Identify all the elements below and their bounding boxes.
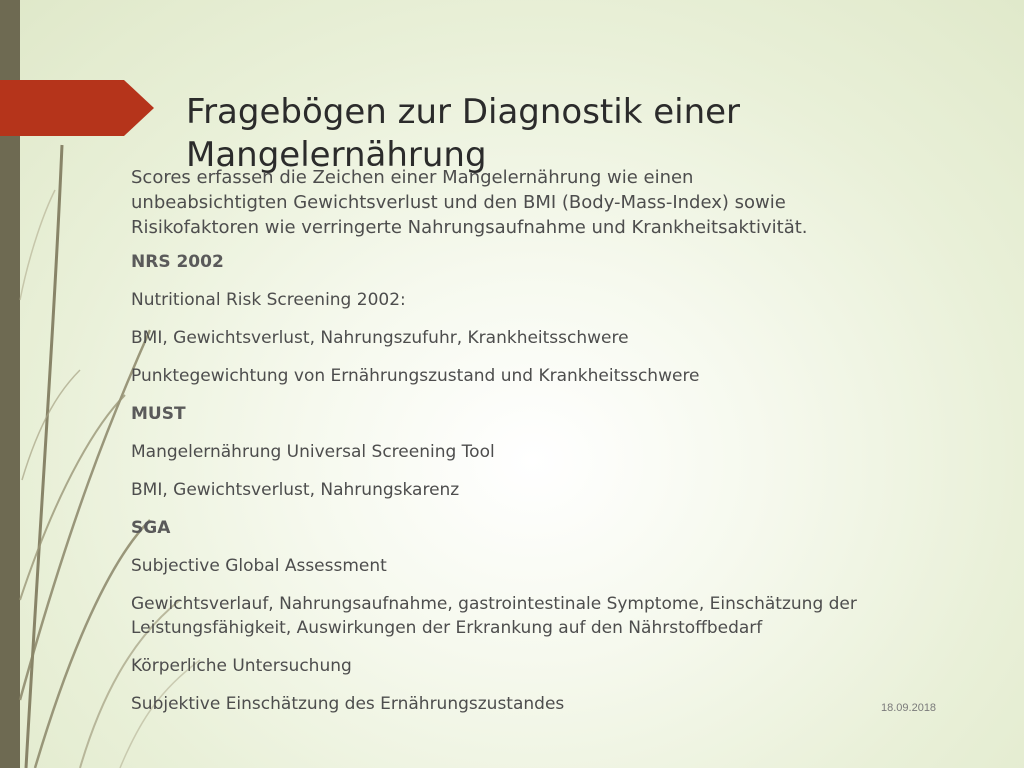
slide-content [131,165,961,730]
list-item: Subjective Global Assessment [131,556,387,576]
intro-line: unbeabsichtigten Gewichtsverlust und den BMI (Body-Mass-Index) sowie [131,192,786,213]
list-item: BMI, Gewichtsverlust, Nahrungskarenz [131,480,460,500]
list-item: Nutritional Risk Screening 2002: [131,290,406,310]
list-item: Mangelernährung Universal Screening Tool [131,442,495,462]
intro-line: Scores erfassen die Zeichen einer Mangelernährung wie einen [131,167,694,188]
item-list [131,250,961,716]
intro-line: Risikofaktoren wie verringerte Nahrungsaufnahme und Krankheitsaktivität. [131,217,808,238]
title-arrow-shape [0,80,160,136]
list-item: Punktegewichtung von Ernährungszustand und Krankheitsschwere [131,366,700,386]
slide-title-line: Fragebögen zur Diagnostik einer [186,91,741,132]
list-item: Körperliche Untersuchung [131,656,352,676]
section-heading: MUST [131,404,186,424]
list-item: Gewichtsverlauf, Nahrungsaufnahme, gastrointestinale Symptome, Einschätzung der Leistungsfähigkeit, Auswirkungen der Erkrankung auf den Nährstoffbedarf [131,594,857,638]
stem-line [20,190,55,300]
slide-title-line: Mangelernährung [186,134,487,175]
list-item: BMI, Gewichtsverlust, Nahrungszufuhr, Krankheitsschwere [131,328,629,348]
slide-date: 18.09.2018 [881,702,937,714]
intro-paragraph [131,165,961,240]
section-heading: NRS 2002 [131,252,224,272]
stem-line [22,370,80,480]
slide-title [186,91,986,177]
list-item: Subjektive Einschätzung des Ernährungszustandes [131,694,565,714]
section-heading: SGA [131,518,171,538]
stem-line [26,145,62,768]
